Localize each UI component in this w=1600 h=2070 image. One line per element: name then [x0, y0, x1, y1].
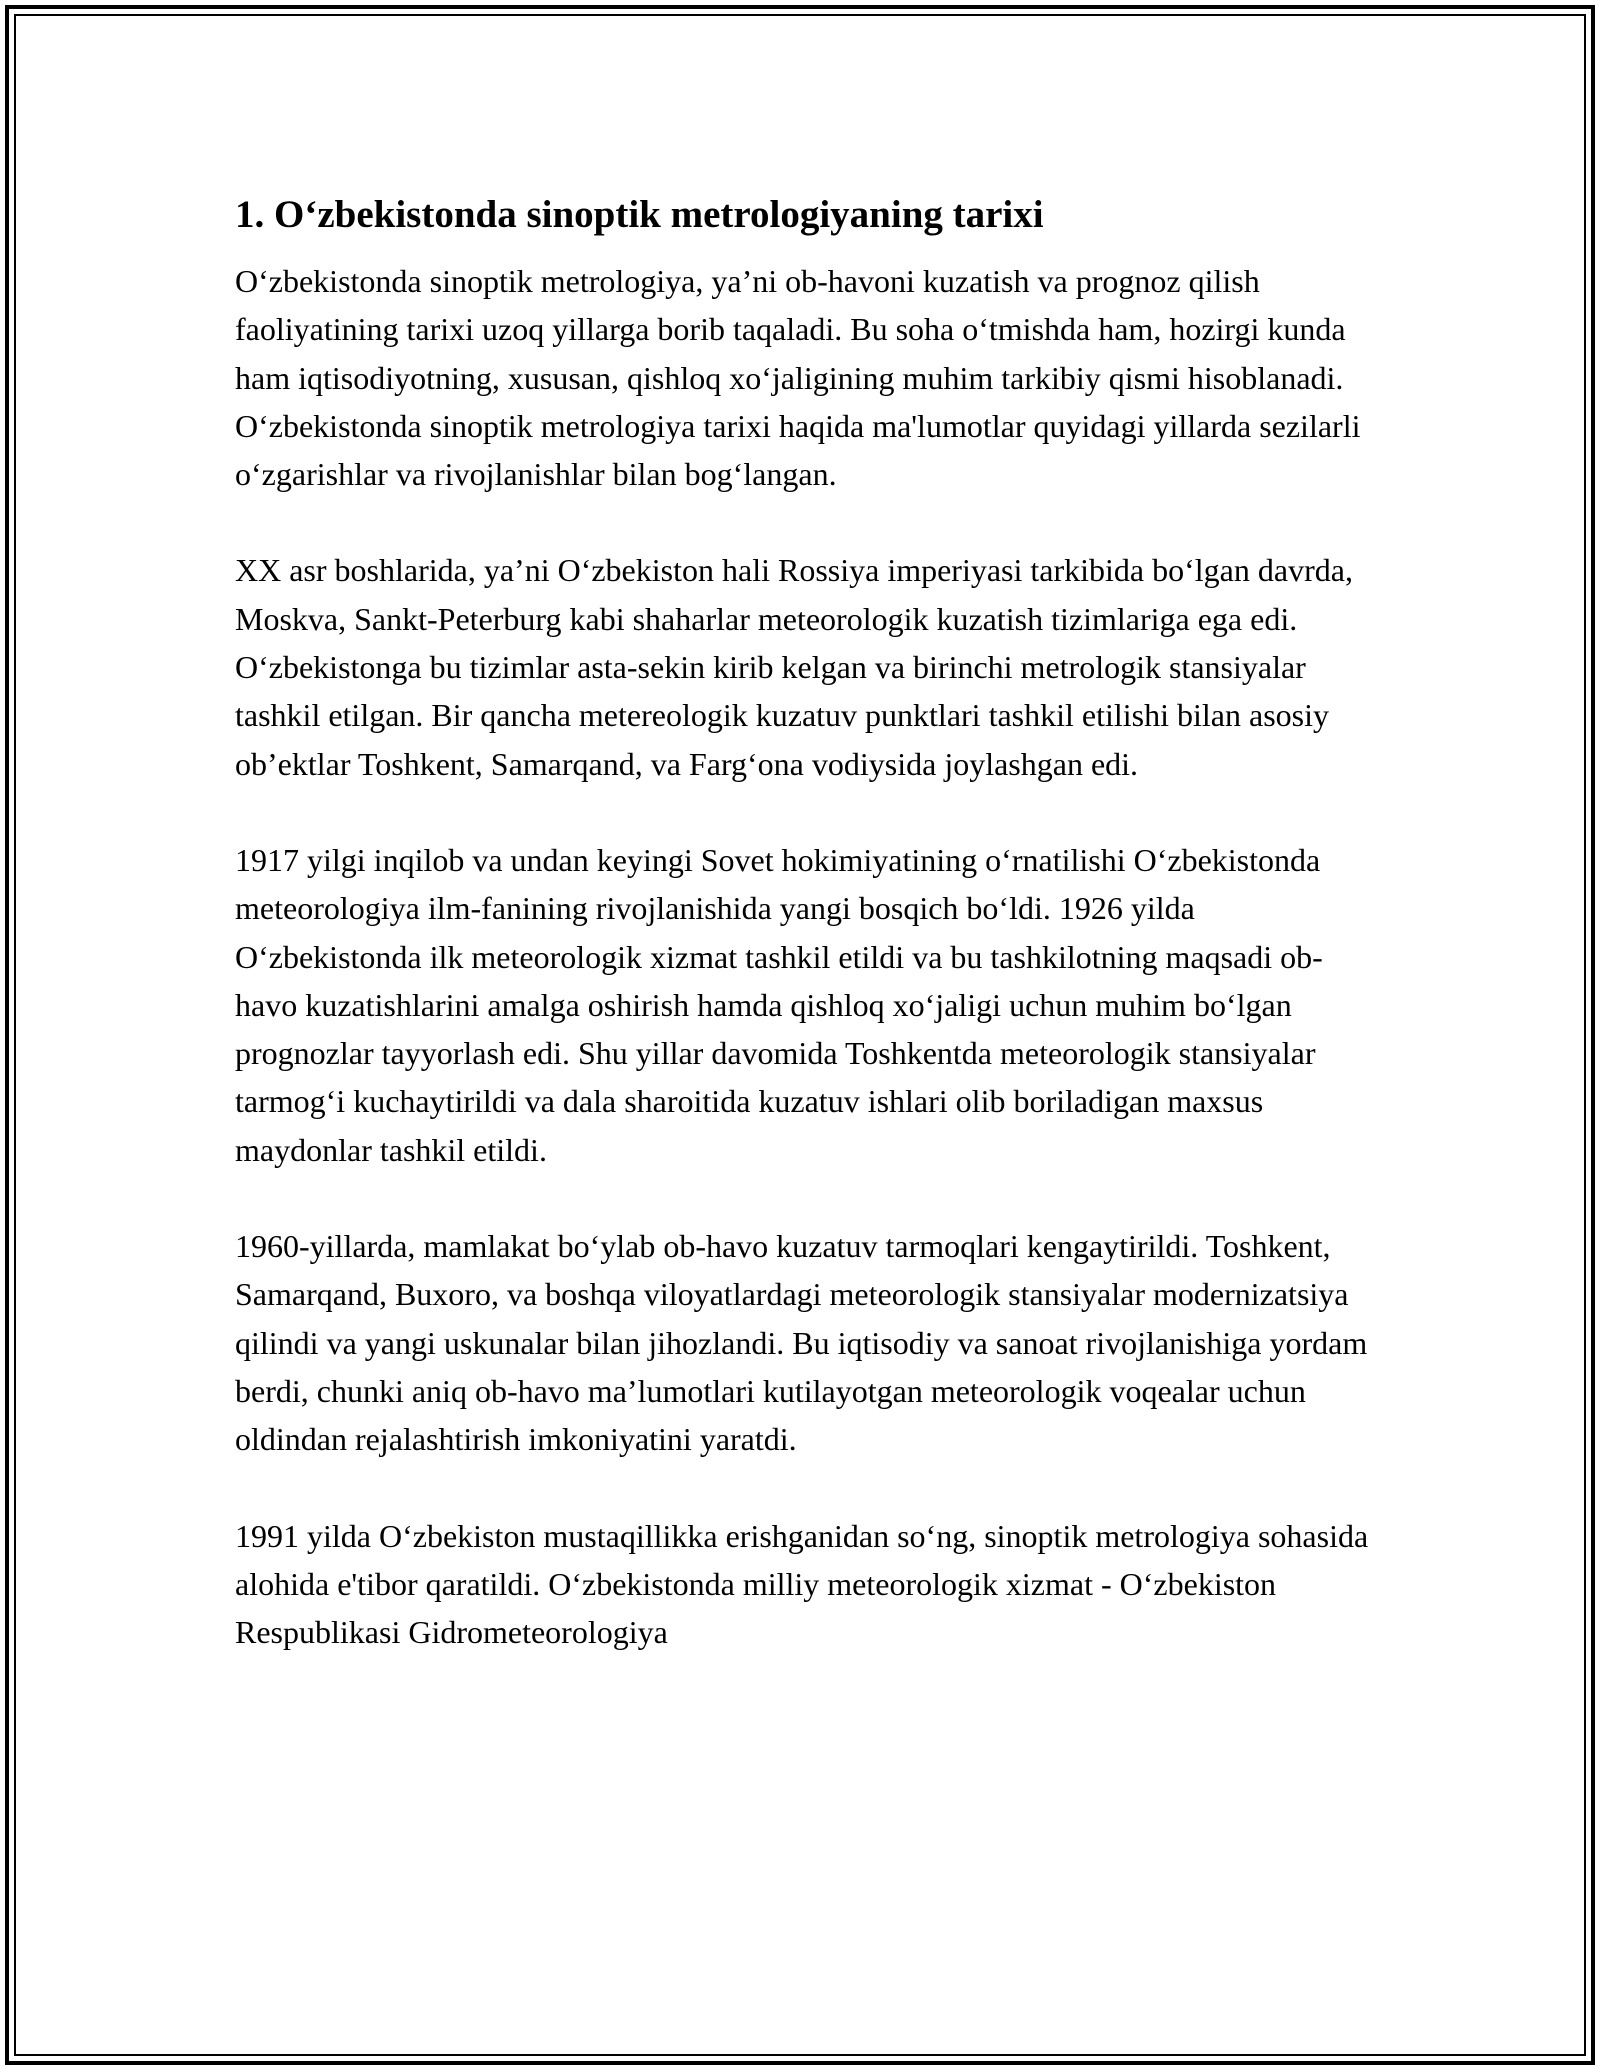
paragraph-independence: 1991 yilda O‘zbekiston mustaqillikka erishganidan so‘ng, sinoptik metrologiya sohasida alohida e'tibor qaratildi. O‘zbekistonda milliy meteorologik xizmat - O‘zbekiston Respublikasi Gidrometeorologiya: [235, 1517, 1369, 1651]
paragraph-soviet-period: 1917 yilgi inqilob va undan keyingi Sovet hokimiyatining o‘rnatilishi O‘zbekistonda meteorologiya ilm-fanining rivojlanishida yangi bosqich bo‘ldi. 1926 yilda O‘zbekistonda ilk meteorologik xizmat tashkil etildi va bu tashkilotning maqsadi ob-havo kuzatishlarini amalga oshirish hamda qishloq xo‘jaligi uchun muhim bo‘lgan prognozlar tayyorlash edi. Shu yillar davomida Toshkentda meteorologik stansiyalar tarmog‘i kuchaytirildi va dala sharoitida kuzatuv ishlari olib boriladigan maxsus maydonlar tashkil etildi.: [235, 841, 1323, 1168]
section-heading: 1. O‘zbekistonda sinoptik metrologiyaning tarixi: [235, 193, 1044, 236]
paragraph-1960s: 1960-yillarda, mamlakat bo‘ylab ob-havo kuzatuv tarmoqlari kengaytirildi. Toshkent, Samarqand, Buxoro, va boshqa viloyatlardagi meteorologik stansiyalar modernizatsiya qilindi va yangi uskunalar bilan jihozlandi. Bu iqtisodiy va sanoat rivojlanishiga yordam berdi, chunki aniq ob-havo ma’lumotlari kutilayotgan meteorologik voqealar uchun oldindan rejalashtirish imkoniyatini yaratdi.: [235, 1228, 1368, 1458]
paragraph-intro: O‘zbekistonda sinoptik metrologiya, ya’ni ob-havoni kuzatish va prognoz qilish faoliyatining tarixi uzoq yillarga borib taqaladi. Bu soha o‘tmishda ham, hozirgi kunda ham iqtisodiyotning, xususan, qishloq xo‘jaligining muhim tarkibiy qismi hisoblanadi. O‘zbekistonda sinoptik metrologiya tarixi haqida ma'lumotlar quyidagi yillarda sezilarli o‘zgarishlar va rivojlanishlar bilan bog‘langan.: [235, 263, 1361, 493]
document-body: [235, 185, 1375, 1704]
paragraph-early-20th-century: XX asr boshlarida, ya’ni O‘zbekiston hali Rossiya imperiyasi tarkibida bo‘lgan davrda, Moskva, Sankt-Peterburg kabi shaharlar meteorologik kuzatish tizimlariga ega edi. O‘zbekistonga bu tizimlar asta-sekin kirib kelgan va birinchi metrologik stansiyalar tashkil etilgan. Bir qancha metereologik kuzatuv punktlari tashkil etilishi bilan asosiy ob’ektlar Toshkent, Samarqand, va Farg‘ona vodiysida joylashgan edi.: [235, 552, 1353, 782]
